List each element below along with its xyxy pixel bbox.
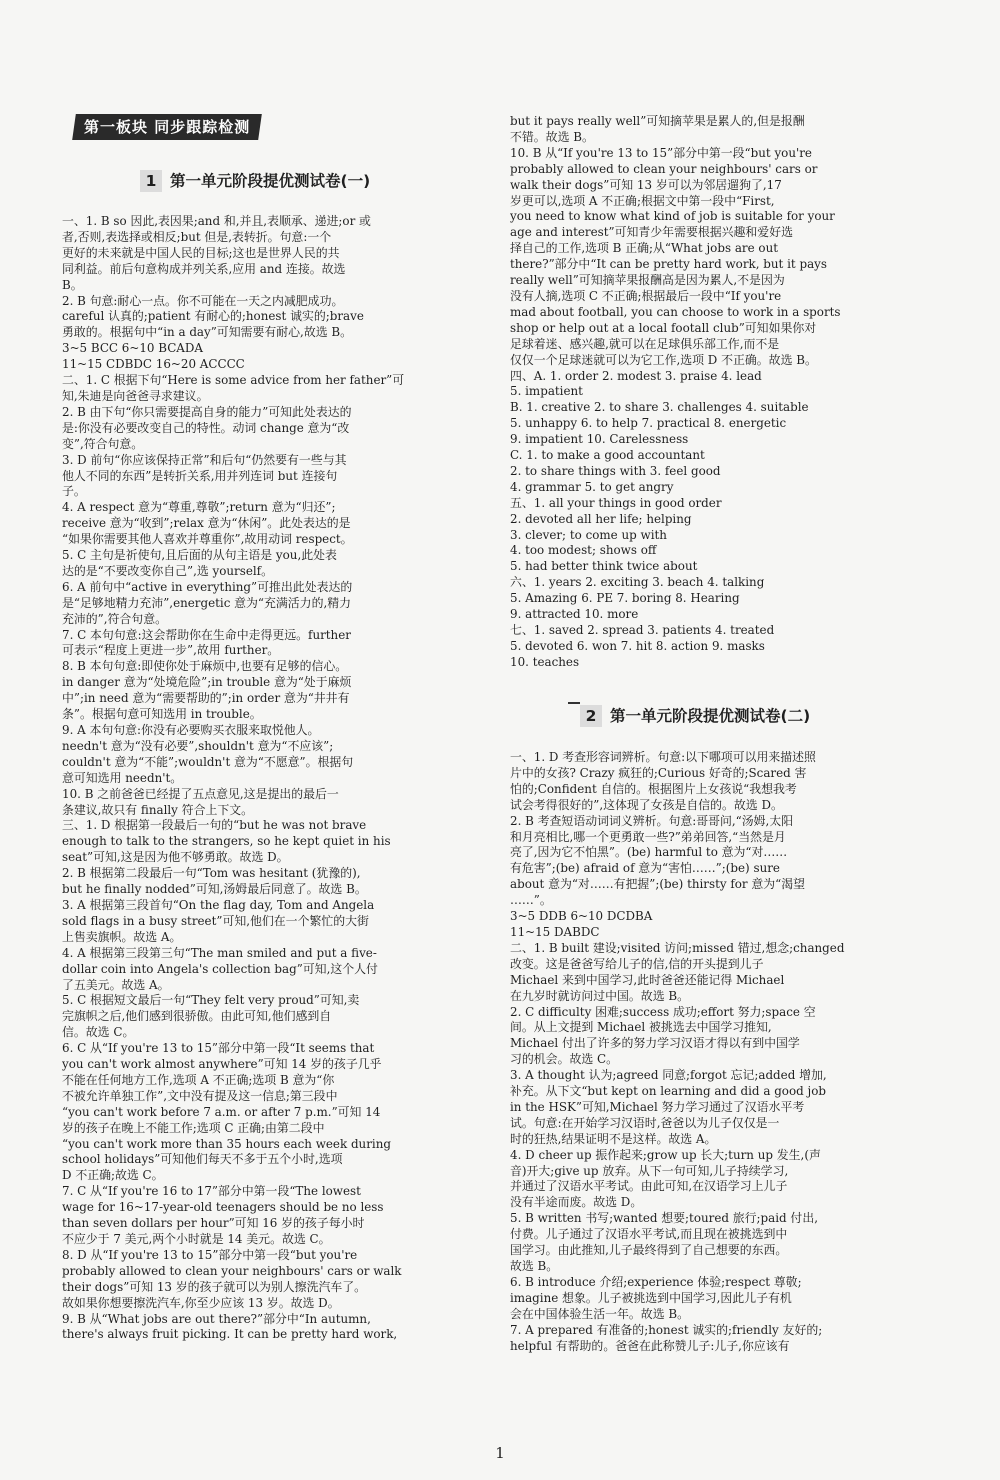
- text-line: 2. B 由下句“你只需要提高自身的能力”可知此处表达的: [62, 404, 352, 419]
- text-line: about 意为“对……有把握”;(be) thirsty for 意为“渴望: [510, 877, 806, 892]
- text-line: really well”可知摘苹果报酬高是因为累人,不是因为: [510, 273, 785, 288]
- text-line: 5. C 根据短文最后一句“They felt very proud”可知,卖: [62, 993, 360, 1008]
- text-line: 并通过了汉语水平考试。由此可知,在汉语学习上儿子: [510, 1179, 788, 1194]
- text-line: 10. B 之前爸爸已经提了五点意见,这是提出的最后一: [62, 786, 339, 801]
- right-column-bottom: [510, 750, 934, 1354]
- text-line: 条”。根据句意可知选用 in trouble。: [62, 707, 262, 722]
- text-line: 5. impatient: [510, 384, 583, 399]
- text-line: 5. Amazing 6. PE 7. boring 8. Hearing: [510, 591, 740, 606]
- text-line: 7. A prepared 有准备的;honest 诚实的;friendly 友好的;: [510, 1322, 823, 1337]
- text-line: 不能在任何地方工作,选项 A 不正确;选项 B 意为“你: [62, 1072, 335, 1087]
- text-line: 10. teaches: [510, 654, 580, 669]
- text-line: helpful 有帮助的。爸爸在此称赞儿子:儿子,你应该有: [510, 1338, 790, 1353]
- text-line: their dogs”可知 13 岁的孩子就可以为别人擦洗汽车了。: [62, 1279, 367, 1294]
- text-line: 上售卖旗帜。故选 A。: [62, 929, 182, 944]
- text-line: 试。句意:在开始学习汉语时,爸爸以为儿子仅仅是一: [510, 1115, 780, 1130]
- text-line: 4. A 根据第三段第三句“The man smiled and put a five-: [62, 945, 377, 960]
- text-line: 5. had better think twice about: [510, 559, 698, 574]
- text-line: 5. C 主句是祈使句,且后面的从句主语是 you,此处表: [62, 548, 337, 563]
- text-line: 充沛的”,符合句意。: [62, 611, 167, 626]
- text-line: 3~5 DDB 6~10 DCDBA: [510, 909, 653, 924]
- text-line: 9. A 本句句意:你没有必要购买衣服来取悦他人。: [62, 723, 320, 737]
- text-line: 5. devoted 6. won 7. hit 8. action 9. masks: [510, 638, 765, 653]
- text-line: 一、1. B so 因此,表因果;and 和,并且,表顺承、递进;or 或: [62, 214, 371, 228]
- text-line: 二、1. C 根据下句“Here is some advice from her father”可: [62, 373, 405, 388]
- text-line: 5. unhappy 6. to help 7. practical 8. energetic: [510, 416, 787, 431]
- text-line: school holidays”可知他们每天不多于五个小时,选项: [62, 1152, 343, 1167]
- test-2-number: 2: [580, 705, 602, 727]
- test-2-title: 第一单元阶段提优测试卷(二): [610, 707, 811, 725]
- text-line: 会在中国体验生活一年。故选 B。: [510, 1306, 689, 1321]
- text-line: Michael 付出了许多的努力学习汉语才得以有到中国学: [510, 1036, 800, 1051]
- text-line: 不应少于 7 美元,两个小时就是 14 美元。故选 C。: [62, 1232, 331, 1246]
- text-line: 2. B 根据第二段最后一句“Tom was hesitant (犹豫的),: [62, 866, 361, 881]
- text-line: 没有人摘,选项 C 不正确;根据最后一段中“If you're: [510, 288, 782, 303]
- text-line: 是:你没有必要改变自己的特性。动词 change 意为“改: [62, 420, 350, 435]
- text-line: 四、A. 1. order 2. modest 3. praise 4. lead: [510, 368, 762, 383]
- text-line: 岁更可以,选项 A 不正确;根据文中第一段中“First,: [510, 193, 775, 208]
- text-line: imagine 想象。儿子被挑选到中国学习,因此儿子有机: [510, 1290, 792, 1305]
- text-line: 故如果你想要擦洗汽车,你至少应该 13 岁。故选 D。: [62, 1295, 340, 1310]
- page-number: 1: [495, 1444, 505, 1462]
- text-line: Michael 来到中国学习,此时爸爸还能记得 Michael: [510, 972, 785, 987]
- text-line: careful 认真的;patient 有耐心的;honest 诚实的;brave: [62, 309, 364, 324]
- text-line: walk their dogs”可知 13 岁可以为邻居遛狗了,17: [510, 177, 782, 192]
- text-line: C. 1. to make a good accountant: [510, 448, 705, 463]
- text-line: 达的是“不要改变你自己”,选 yourself。: [62, 563, 273, 578]
- text-line: 了五美元。故选 A。: [62, 977, 170, 992]
- text-line: 8. B 本句句意:即使你处于麻烦中,也要有足够的信心。: [62, 659, 348, 674]
- text-line: B。: [62, 277, 83, 292]
- text-line: probably allowed to clean your neighbours' cars or walk: [62, 1263, 402, 1278]
- text-line: dollar coin into Angela's collection bag”可知,这个人付: [62, 961, 378, 976]
- text-line: 岁的孩子在晚上不能工作;选项 C 正确;由第二段中: [62, 1120, 325, 1135]
- text-line: 故选 B。: [510, 1259, 559, 1273]
- text-line: 习的机会。故选 C。: [510, 1052, 619, 1067]
- text-line: 11~15 DABDC: [510, 924, 600, 939]
- text-line: 6. A 前句中“active in everything”可推出此处表达的: [62, 579, 353, 594]
- text-line: 三、1. D 根据第一段最后一句的“but he was not brave: [62, 818, 367, 833]
- text-line: 没有半途而废。故选 D。: [510, 1195, 643, 1210]
- text-line: D 不正确;故选 C。: [62, 1168, 164, 1183]
- text-line: 变”,符合句意。: [62, 436, 144, 451]
- text-line: but it pays really well”可知摘苹果是累人的,但是报酬: [510, 114, 805, 128]
- text-line: 11~15 CDBDC 16~20 ACCCC: [62, 357, 245, 372]
- text-line: 3~5 BCC 6~10 BCADA: [62, 341, 204, 356]
- text-line: sold flags in a busy street”可知,他们在一个繁忙的大街: [62, 913, 369, 928]
- heading-rule: [568, 702, 580, 704]
- text-line: 二、1. B built 建设;visited 访问;missed 错过,想念;changed: [510, 940, 845, 955]
- text-line: 4. too modest; shows off: [510, 543, 657, 558]
- text-line: 知,朱迪是向爸爸寻求建议。: [62, 388, 209, 403]
- text-line: 中”;in need 意为“需要帮助的”;in order 意为“井井有: [62, 691, 350, 706]
- text-line: 付费。儿子通过了汉语水平考试,而且现在被挑选到中: [510, 1227, 788, 1242]
- text-line: 4. D cheer up 振作起来;grow up 长大;turn up 发生,(声: [510, 1147, 821, 1162]
- text-line: 可表示“程度上更进一步”,故用 further。: [62, 643, 280, 658]
- text-line: 7. C 本句句意:这会帮助你在生命中走得更远。further: [62, 627, 351, 642]
- text-line: 和月亮相比,哪一个更勇敢一些?”弟弟回答,“当然是月: [510, 829, 786, 844]
- text-line: age and interest”可知青少年需要根据兴趣和爱好选: [510, 225, 793, 240]
- text-line: probably allowed to clean your neighbours' cars or: [510, 161, 818, 176]
- text-line: 足球着迷、感兴趣,就可以在足球俱乐部工作,而不是: [510, 336, 780, 351]
- text-line: 更好的未来就是中国人民的目标;这也是世界人民的共: [62, 245, 340, 260]
- text-line: 2. C difficulty 困难;success 成功;effort 努力;space 空: [510, 1004, 816, 1019]
- text-line: 亮了,因为它不怕黑”。(be) harmful to 意为“对……: [510, 845, 788, 860]
- text-line: but he finally nodded”可知,汤姆最后同意了。故选 B。: [62, 882, 367, 897]
- text-line: 9. B 从“What jobs are out there?”部分中“In autumn,: [62, 1311, 371, 1326]
- text-line: 2. B 考查短语动词词义辨析。句意:哥哥问,“汤姆,太阳: [510, 813, 794, 828]
- text-line: 10. B 从“If you're 13 to 15”部分中第一段“but you're: [510, 145, 812, 160]
- text-line: 在九岁时就访问过中国。故选 B。: [510, 988, 689, 1003]
- text-line: 试会考得很好的”,这体现了女孩是自信的。故选 D。: [510, 797, 783, 812]
- text-line: “如果你需要其他人喜欢并尊重你”,故用动词 respect。: [62, 532, 353, 547]
- left-column: [62, 214, 498, 1343]
- text-line: 不被允许单独工作”,文中没有提及这一信息;第三段中: [62, 1088, 338, 1103]
- text-line: 3. A thought 认为;agreed 同意;forgot 忘记;added 增加,: [510, 1068, 827, 1083]
- test-2-heading: [580, 705, 810, 727]
- text-line: 条建议,故只有 finally 符合上下文。: [62, 802, 254, 817]
- text-line: 信。故选 C。: [62, 1025, 135, 1040]
- text-line: receive 意为“收到”;relax 意为“休闲”。此处表达的是: [62, 516, 351, 531]
- text-line: 勇敢的。根据句中“in a day”可知需要有耐心,故选 B。: [62, 325, 353, 340]
- text-line: 补充。从下文“but kept on learning and did a good job: [510, 1084, 826, 1099]
- text-line: 意可知选用 needn't。: [62, 770, 183, 785]
- text-line: there?”部分中“It can be pretty hard work, but it pays: [510, 257, 827, 272]
- text-line: 是“足够地精力充沛”,energetic 意为“充满活力的,精力: [62, 595, 352, 610]
- text-line: 六、1. years 2. exciting 3. beach 4. talking: [510, 575, 765, 590]
- text-line: 同利益。前后句意构成并列关系,应用 and 连接。故选: [62, 261, 346, 276]
- text-line: mad about football, you can choose to work in a sports: [510, 304, 841, 319]
- text-line: couldn't 意为“不能”;wouldn't 意为“不愿意”。根据句: [62, 754, 354, 769]
- test-1-heading: [140, 170, 370, 192]
- text-line: 9. impatient 10. Carelessness: [510, 432, 689, 447]
- text-line: than seven dollars per hour”可知 16 岁的孩子每小时: [62, 1216, 365, 1231]
- text-line: 五、1. all your things in good order: [510, 495, 722, 510]
- text-line: 4. A respect 意为“尊重,尊敬”;return 意为“归还”;: [62, 500, 336, 515]
- text-line: B. 1. creative 2. to share 3. challenges 4. suitable: [510, 400, 809, 415]
- text-line: in the HSK”可知,Michael 努力学习通过了汉语水平考: [510, 1099, 805, 1114]
- text-line: 间。从上文提到 Michael 被挑选去中国学习推知,: [510, 1020, 772, 1035]
- text-line: you need to know what kind of job is suitable for your: [510, 209, 835, 224]
- text-line: 4. grammar 5. to get angry: [510, 479, 674, 494]
- test-1-number: 1: [140, 170, 162, 192]
- text-line: enough to talk to the strangers, so he kept quiet in his: [62, 834, 391, 849]
- right-column-top: [510, 114, 934, 671]
- text-line: 七、1. saved 2. spread 3. patients 4. treated: [510, 623, 775, 637]
- text-line: 8. D 从“If you're 13 to 15”部分中第一段“but you're: [62, 1247, 358, 1262]
- text-line: in danger 意为“处境危险”;in trouble 意为“处于麻烦: [62, 675, 352, 690]
- text-line: 片中的女孩? Crazy 疯狂的;Curious 好奇的;Scared 害: [510, 765, 807, 780]
- text-line: 者,否则,表选择或相反;but 但是,表转折。句意:一个: [62, 229, 332, 244]
- text-line: 怕的;Confident 自信的。根据图片上女孩说“我想我考: [510, 781, 797, 796]
- text-line: 9. attracted 10. more: [510, 607, 639, 622]
- text-line: 3. clever; to come up with: [510, 527, 667, 542]
- text-line: 6. C 从“If you're 13 to 15”部分中第一段“It seems that: [62, 1041, 375, 1056]
- text-line: 3. D 前句“你应该保持正常”和后句“仍然要有一些与其: [62, 452, 347, 467]
- text-line: 他人不同的东西”是转折关系,用并列连词 but 连接句: [62, 468, 338, 483]
- text-line: “you can't work before 7 a.m. or after 7 p.m.”可知 14: [62, 1104, 381, 1119]
- text-line: 2. devoted all her life; helping: [510, 511, 692, 526]
- text-line: 子。: [62, 484, 86, 499]
- text-line: 仅仅一个足球迷就可以为它工作,选项 D 不正确。故选 B。: [510, 352, 817, 367]
- text-line: 一、1. D 考查形容词辨析。句意:以下哪项可以用来描述照: [510, 750, 816, 764]
- text-line: seat”可知,这是因为他不够勇敢。故选 D。: [62, 850, 289, 865]
- text-line: 有危害”;(be) afraid of 意为“害怕……”;(be) sure: [510, 861, 780, 876]
- text-line: 2. to share things with 3. feel good: [510, 463, 721, 478]
- text-line: 音)开大;give up 放弃。从下一句可知,儿子持续学习,: [510, 1163, 789, 1178]
- text-line: 国学习。由此推知,儿子最终得到了自己想要的东西。: [510, 1243, 788, 1258]
- text-line: 2. B 句意:耐心一点。你不可能在一天之内减肥成功。: [62, 293, 344, 308]
- text-line: 3. A 根据第三段首句“On the flag day, Tom and Angela: [62, 897, 375, 912]
- text-line: 择自己的工作,选项 B 正确;从“What jobs are out: [510, 241, 779, 256]
- text-line: shop or help out at a local footall club”可知如果你对: [510, 320, 817, 335]
- section-banner: 第一板块 同步跟踪检测: [72, 114, 262, 140]
- text-line: 时的狂热,结果证明不是这样。故选 A。: [510, 1131, 717, 1146]
- text-line: there's always fruit picking. It can be pretty hard work,: [62, 1327, 398, 1342]
- text-line: needn't 意为“没有必要”,shouldn't 意为“不应该”;: [62, 738, 334, 753]
- text-line: 完旗帜之后,他们感到很骄傲。由此可知,他们感到自: [62, 1009, 332, 1024]
- text-line: 7. C 从“If you're 16 to 17”部分中第一段“The lowest: [62, 1184, 361, 1199]
- text-line: ……”。: [510, 893, 552, 908]
- text-line: 改变。这是爸爸写给儿子的信,信的开头提到儿子: [510, 956, 764, 971]
- text-line: wage for 16~17-year-old teenagers should be no less: [62, 1200, 384, 1215]
- test-1-title: 第一单元阶段提优测试卷(一): [170, 172, 371, 190]
- text-line: 5. B written 书写;wanted 想要;toured 旅行;paid 付出,: [510, 1211, 818, 1226]
- text-line: 不错。故选 B。: [510, 129, 594, 144]
- text-line: 6. B introduce 介绍;experience 体验;respect 尊敬;: [510, 1274, 802, 1289]
- text-line: you can't work almost anywhere”可知 14 岁的孩子几乎: [62, 1057, 382, 1072]
- text-line: “you can't work more than 35 hours each week during: [62, 1136, 391, 1151]
